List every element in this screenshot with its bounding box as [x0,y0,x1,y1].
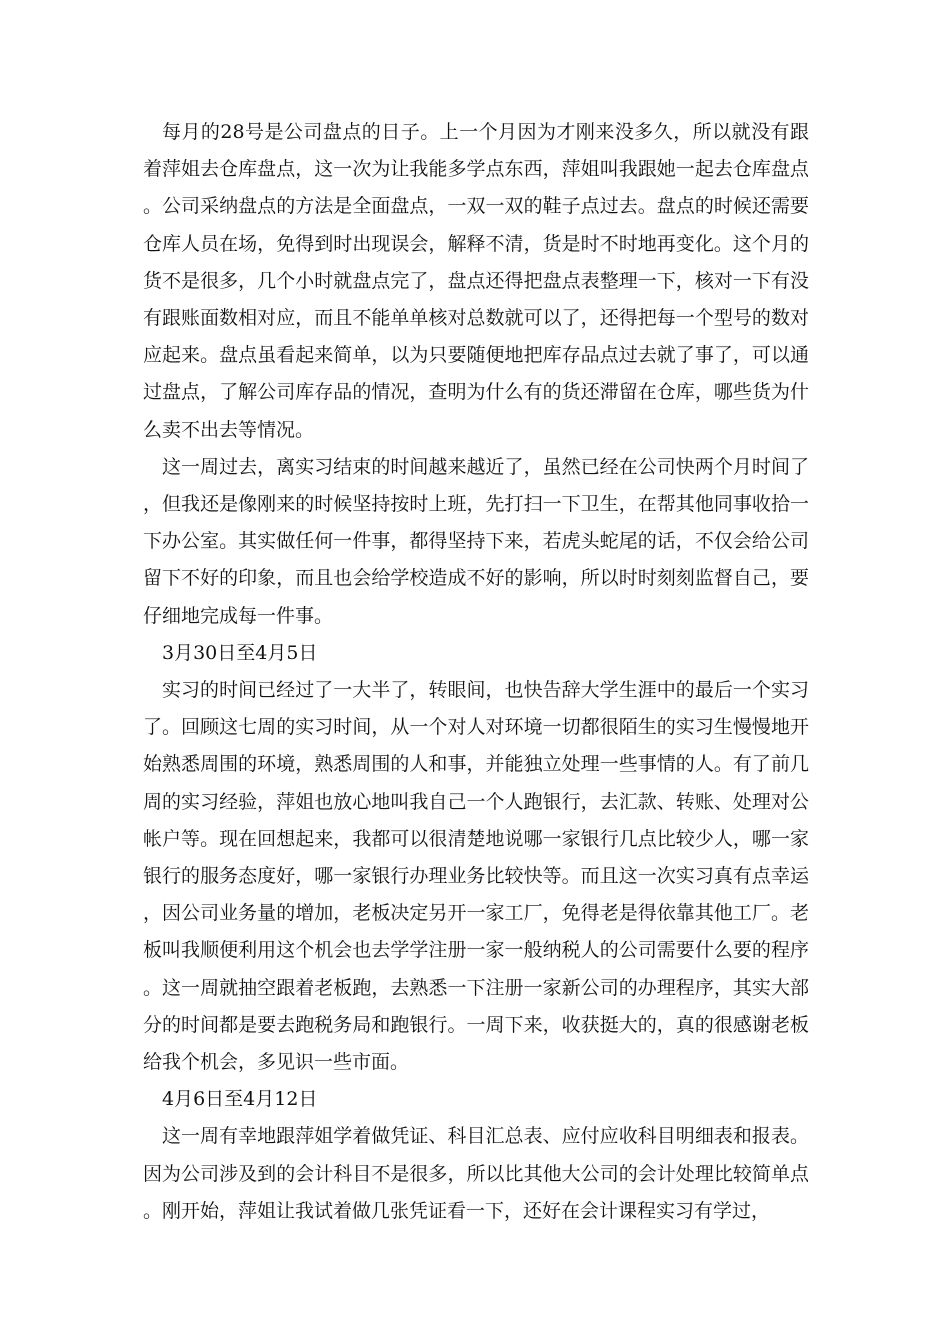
paragraph-inventory-check: 每月的28号是公司盘点的日子。上一个月因为才刚来没多久，所以就没有跟着萍姐去仓库盘点，这一次为让我能多学点东西，萍姐叫我跟她一起去仓库盘点。公司采纳盘点的方法是全面盘点，一双一双的鞋子点过去。盘点的时候还需要仓库人员在场，免得到时出现误会，解释不清，货是时不时地再变化。这个月的货不是很多，几个小时就盘点完了，盘点还得把盘点表整理一下，核对一下有没有跟账面数相对应，而且不能单单核对总数就可以了，还得把每一个型号的数对应起来。盘点虽看起来简单，以为只要随便地把库存品点过去就了事了，可以通过盘点，了解公司库存品的情况，查明为什么有的货还滞留在仓库，哪些货为什么卖不出去等情况。 [143,121,809,441]
document-body [143,114,809,1230]
paragraph-internship-progress: 实习的时间已经过了一大半了，转眼间，也快告辞大学生涯中的最后一个实习了。回顾这七周的实习时间，从一个对人对环境一切都很陌生的实习生慢慢地开始熟悉周围的环境，熟悉周围的人和事，并能独立处理一些事情的人。有了前几周的实习经验，萍姐也放心地叫我自己一个人跑银行，去汇款、转账、处理对公帐户等。现在回想起来，我都可以很清楚地说哪一家银行几点比较少人，哪一家银行的服务态度好，哪一家银行办理业务比较快等。而且这一次实习真有点幸运，因公司业务量的增加，老板决定另开一家工厂，免得老是得依靠其他工厂。老板叫我顺便利用这个机会也去学学注册一家一般纳税人的公司需要什么要的程序。这一周就抽空跟着老板跑，去熟悉一下注册一家新公司的办理程序，其实大部分的时间都是要去跑税务局和跑银行。一周下来，收获挺大的，真的很感谢老板给我个机会，多见识一些市面。 [143,679,809,1074]
paragraph-vouchers: 这一周有幸地跟萍姐学着做凭证、科目汇总表、应付应收科目明细表和报表。因为公司涉及到的会计科目不是很多，所以比其他大公司的会计处理比较简单点。刚开始，萍姐让我试着做几张凭证看一下，还好在会计课程实习有学过， [143,1125,809,1222]
paragraph-week-reflection: 这一周过去，离实习结束的时间越来越近了，虽然已经在公司快两个月时间了，但我还是像刚来的时候坚持按时上班，先打扫一下卫生，在帮其他同事收拾一下办公室。其实做任何一件事，都得坚持下来，若虎头蛇尾的话，不仅会给公司留下不好的印象，而且也会给学校造成不好的影响，所以时时刻刻监督自己，要仔细地完成每一件事。 [143,455,809,627]
date-heading-week-1: 3月30日至4月5日 [162,641,318,664]
date-heading-week-2: 4月6日至4月12日 [162,1088,318,1111]
